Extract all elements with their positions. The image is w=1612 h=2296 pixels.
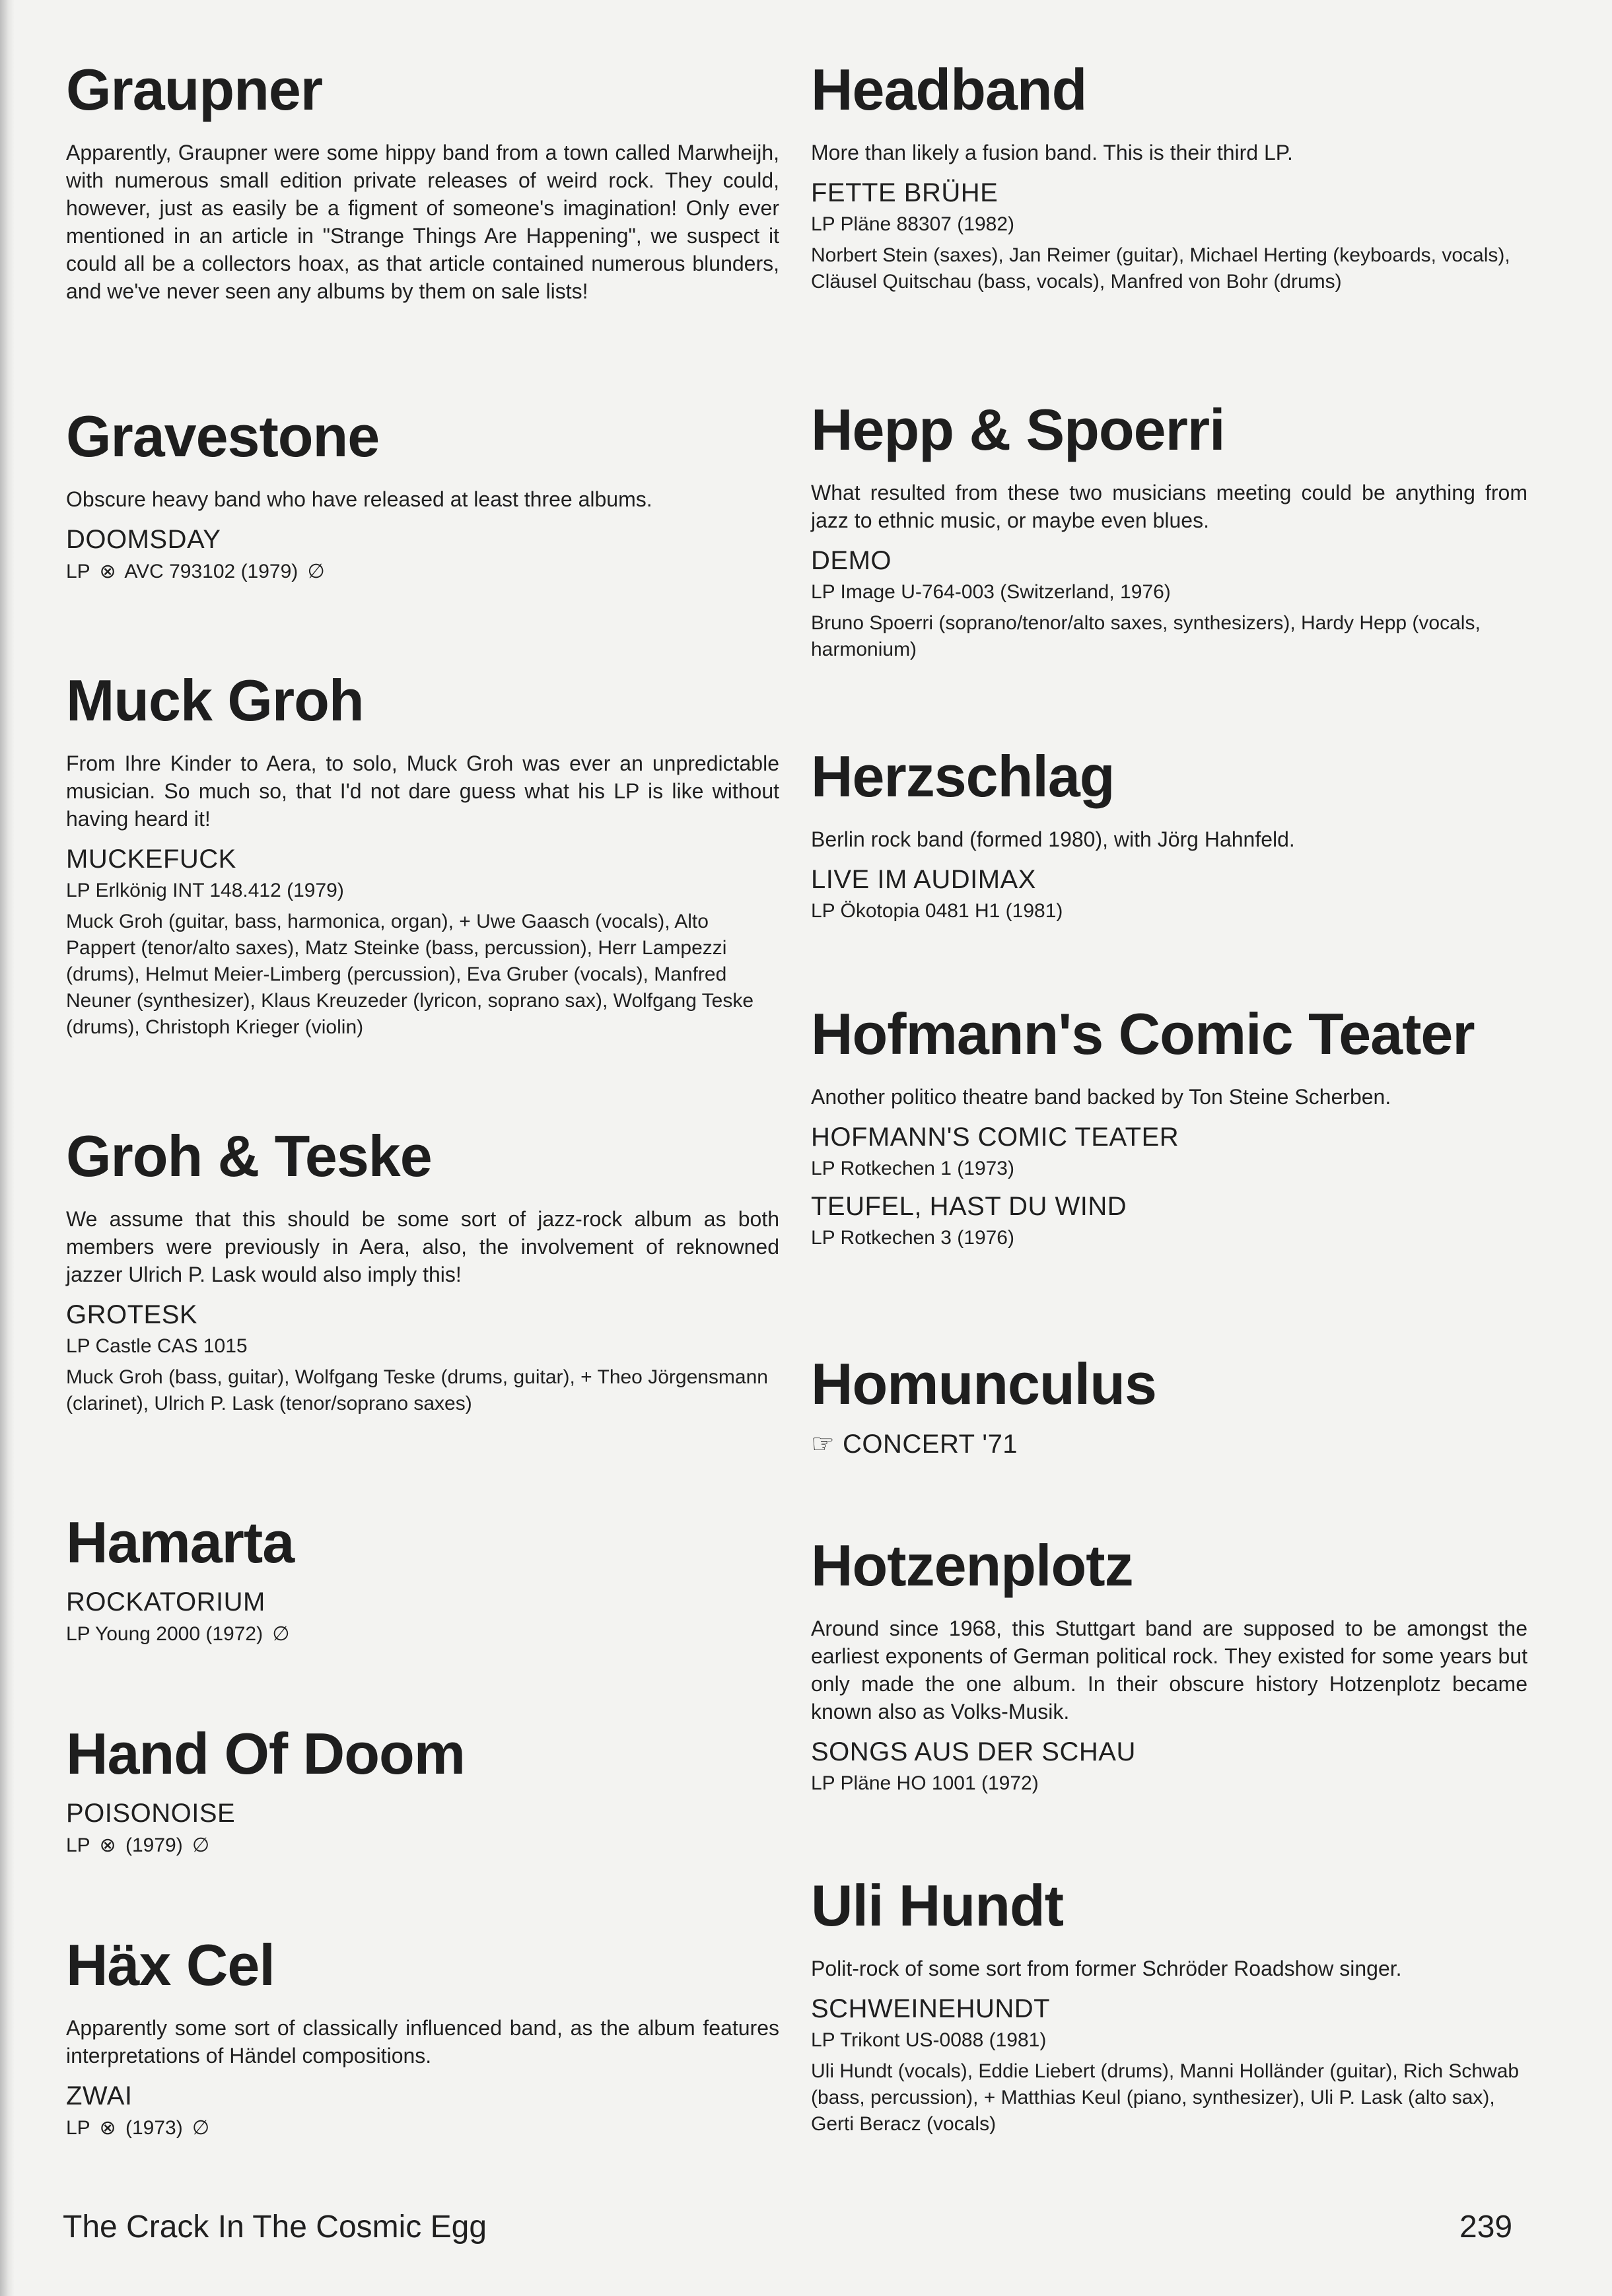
band-description: What resulted from these two musicians meeting could be anything from jazz to ethnic music, or maybe even blues.: [811, 481, 1527, 533]
release-info: LP Rotkechen 1 (1973): [811, 1158, 1014, 1180]
band-name: Hofmann's Comic Teater: [811, 1001, 1475, 1066]
band-name: Hepp & Spoerri: [811, 397, 1225, 462]
band-name: Herzschlag: [811, 744, 1115, 809]
rarity-icon: ∅: [192, 2117, 210, 2139]
band-description: From Ihre Kinder to Aera, to solo, Muck Groh was ever an unpredictable musician. So much so, that I'd not dare guess what his LP is like without having heard it!: [66, 751, 779, 831]
release-info: LP Castle CAS 1015: [66, 1335, 248, 1358]
entry-gravestone: [66, 403, 779, 590]
entry-homunculus: [811, 1351, 1527, 1465]
band-description: Apparently, Graupner were some hippy band from a town called Marwheijh, with numerous small edition private releases of weird rock. They could, however, just as easily be a figment of someone's imagination! Only ever mentioned in an article in "Strange Things Are Happening", we suspect it could all be a collectors hoax, as that article contained numerous blunders, and we've never seen any albums by them on sale lists!: [66, 141, 779, 304]
band-name: Graupner: [66, 57, 323, 122]
band-name: Hamarta: [66, 1510, 295, 1575]
band-name: Groh & Teske: [66, 1123, 432, 1189]
entry-herzschlag: [811, 746, 1527, 929]
entry-hamarta: [66, 1512, 779, 1652]
picture-disc-icon: ⊗: [99, 1834, 116, 1857]
pointing-hand-icon: ☞: [811, 1430, 835, 1459]
entry-uli-hundt: [811, 1875, 1527, 2138]
picture-disc-icon: ⊗: [99, 2117, 116, 2139]
picture-disc-icon: ⊗: [99, 561, 116, 583]
release-info: LP ⊗ (1979) ∅: [66, 1834, 210, 1857]
personnel: Bruno Spoerri (soprano/tenor/alto saxes, synthesizers), Hardy Hepp (vocals, harmonium): [811, 612, 1481, 661]
band-name: Häx Cel: [66, 1932, 275, 1998]
release-info: LP Erlkönig INT 148.412 (1979): [66, 880, 344, 902]
release-info: LP Trikont US-0088 (1981): [811, 2029, 1047, 2052]
band-name: Homunculus: [811, 1351, 1156, 1416]
entry-hofmanns-comic-teater: [811, 1001, 1527, 1256]
entry-groh-teske: [66, 1123, 779, 1417]
band-name: Gravestone: [66, 403, 380, 469]
band-description: More than likely a fusion band. This is their third LP.: [811, 141, 1293, 165]
release-info: LP ⊗ AVC 793102 (1979) ∅: [66, 561, 325, 583]
band-description: Apparently some sort of classically influenced band, as the album features interpretations of Händel compositions.: [66, 2016, 779, 2068]
release-info: LP Image U-764-003 (Switzerland, 1976): [811, 581, 1171, 604]
album-title: HOFMANN'S COMIC TEATER: [811, 1123, 1179, 1152]
rarity-icon: ∅: [272, 1623, 290, 1646]
album-title: POISONOISE: [66, 1799, 236, 1828]
release-info: LP Pläne HO 1001 (1972): [811, 1772, 1039, 1795]
album-title: DEMO: [811, 546, 892, 576]
album-title: LIVE IM AUDIMAX: [811, 865, 1036, 895]
page-number: 239: [1459, 2209, 1513, 2244]
rarity-icon: ∅: [307, 561, 325, 583]
personnel: Norbert Stein (saxes), Jan Reimer (guitar), Michael Herting (keyboards, vocals), Cläusel Quitschau (bass, vocals), Manfred von Bohr (drums): [811, 244, 1510, 293]
band-description: Another politico theatre band backed by Ton Steine Scherben.: [811, 1085, 1391, 1109]
band-description: Berlin rock band (formed 1980), with Jörg Hahnfeld.: [811, 827, 1295, 852]
album-title: MUCKEFUCK: [66, 845, 236, 874]
release-info-2: LP Rotkechen 3 (1976): [811, 1227, 1014, 1249]
band-name: Hotzenplotz: [811, 1533, 1133, 1598]
entry-headband: [811, 59, 1527, 295]
entry-muck-groh: [66, 670, 779, 1041]
band-name: Hand Of Doom: [66, 1721, 465, 1786]
band-description: Polit-rock of some sort from former Schröder Roadshow singer.: [811, 1957, 1402, 1981]
album-title-2: TEUFEL, HAST DU WIND: [811, 1192, 1127, 1222]
personnel: Muck Groh (guitar, bass, harmonica, organ), + Uwe Gaasch (vocals), Alto Pappert (tenor/alto saxes), Matz Steinke (bass, percussion), Herr Lampezzi (drums), Helmut Meier-Limberg (percussion), Eva Gruber (vocals), Manfred Neuner (synthesizer), Klaus Kreuzeder (lyricon, soprano sax), Wolfgang Teske (drums), Christoph Krieger (violin): [66, 911, 754, 1039]
release-info: LP ⊗ (1973) ∅: [66, 2117, 210, 2139]
album-title: ROCKATORIUM: [66, 1587, 265, 1617]
entry-graupner: [66, 59, 779, 313]
release-info: LP Ökotopia 0481 H1 (1981): [811, 900, 1063, 922]
album-title: SONGS AUS DER SCHAU: [811, 1737, 1136, 1767]
personnel: Muck Groh (bass, guitar), Wolfgang Teske (drums, guitar), + Theo Jörgensmann (clarinet), Ulrich P. Lask (tenor/soprano saxes): [66, 1366, 768, 1415]
page-spine-shadow: [0, 0, 15, 2296]
entry-hand-of-doom: [66, 1723, 779, 1863]
band-name: Muck Groh: [66, 668, 364, 733]
band-name: Headband: [811, 57, 1087, 122]
rarity-icon: ∅: [192, 1834, 210, 1857]
band-description: We assume that this should be some sort of jazz-rock album as both members were previously in Aera, also, the involvement of reknowned jazzer Ulrich P. Lask would also imply this!: [66, 1207, 779, 1287]
band-description: Around since 1968, this Stuttgart band are supposed to be amongst the earliest exponents of German political rock. They existed for some years but only made the one album. In their obscure history Hotzenplotz became known also as Volks-Musik.: [811, 1617, 1527, 1724]
album-title: GROTESK: [66, 1300, 198, 1330]
band-name: Uli Hundt: [811, 1873, 1064, 1938]
album-title: ZWAI: [66, 2081, 133, 2111]
personnel: Uli Hundt (vocals), Eddie Liebert (drums), Manni Holländer (guitar), Rich Schwab (bass, percussion), + Matthias Keul (piano, synthesizer), Uli P. Lask (alto sax), Gerti Beracz (vocals): [811, 2060, 1520, 2136]
entry-hepp-spoerri: [811, 397, 1527, 663]
footer-book-title: The Crack In The Cosmic Egg: [63, 2209, 487, 2244]
cross-reference: ☞ CONCERT '71: [811, 1430, 1018, 1459]
entry-hotzenplotz: [811, 1535, 1527, 1801]
entry-hax-cel: [66, 1932, 779, 2146]
album-title: SCHWEINEHUNDT: [811, 1994, 1051, 2024]
release-info: LP Pläne 88307 (1982): [811, 213, 1015, 236]
album-title: DOOMSDAY: [66, 525, 221, 555]
release-info: LP Young 2000 (1972) ∅: [66, 1623, 290, 1646]
album-title: FETTE BRÜHE: [811, 178, 999, 208]
band-description: Obscure heavy band who have released at least three albums.: [66, 487, 652, 512]
